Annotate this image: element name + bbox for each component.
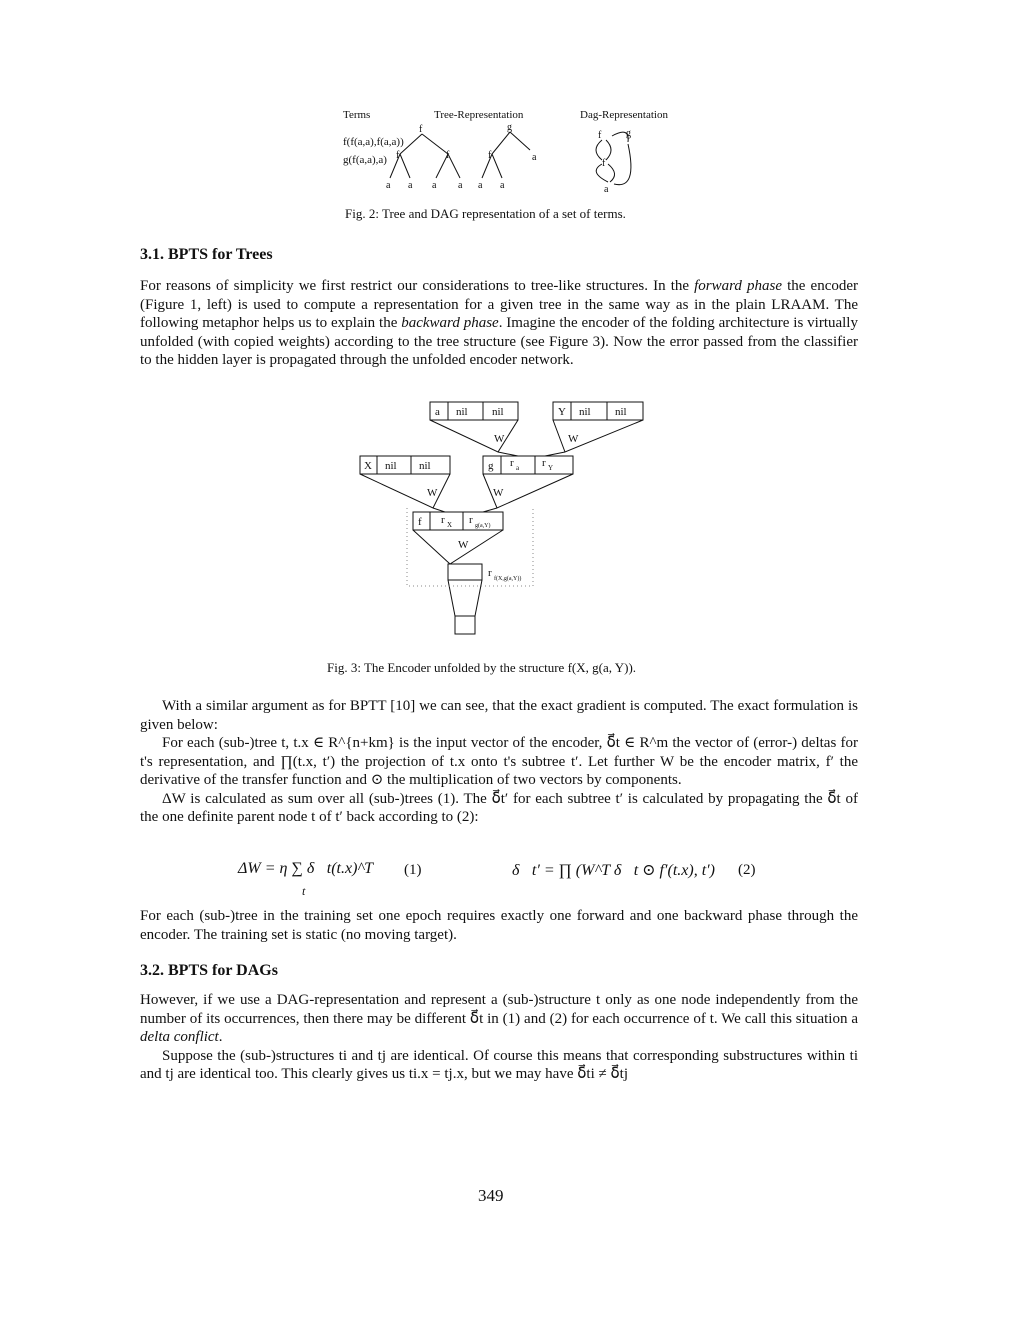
fig2-tree2-root: g [507,122,512,133]
fig3-label-f: f [418,516,422,528]
fig2-tree1-root: f [419,124,423,135]
fig2-term2: g(f(a,a),a) [343,154,387,166]
fig3-label-X: X [364,460,372,472]
fig2-diagram [380,120,700,200]
fig3-label-nil: nil [615,406,627,418]
fig3-sub-X: X [447,521,453,529]
text-run: the encoder (Figure 1, left) is used to compute a representation for a given tree in the same way as in the plain LRAAM. The following metaphor helps us to explain the [140,278,859,331]
fig2-tree1-leaf: a [408,180,413,191]
fig3-label-r: r [469,514,473,526]
equation-1-number: (1) [404,862,422,878]
fig3-diagram [355,396,655,646]
fig2-caption: Fig. 2: Tree and DAG representation of a set of terms. [345,206,626,221]
fig3-label-nil: nil [579,406,591,418]
fig3-label-nil: nil [385,460,397,472]
section-3-1-paragraph [140,277,858,370]
fig2-col-dag: Dag-Representation [580,109,668,121]
fig3-sub-gaY: g(a,Y) [475,523,491,529]
text-run: However, if we use a DAG-representation and represent a (sub-)structure t only as one node independently from the number of its occurrences, then there may be different δ⃗t in (1) and (2) for each occurrence of t. We call this situation a [140,992,858,1027]
fig3-label-r: r [542,457,546,469]
fig2-tree2-right: a [532,152,537,163]
fig3-caption: Fig. 3: The Encoder unfolded by the structure f(X, g(a, Y)). [327,660,637,675]
fig2-dag-f1: f [598,130,602,141]
paragraph: For each (sub-)tree t, t.x ∈ R^{n+km} is the input vector of the encoder, δ⃗t ∈ R^m the vector of (error-) deltas for t's representation, and ∏(t.x, t′) the projection of t.x onto t's subtree t′. Let further W be the encoder matrix, f′ the derivative of the transfer function and ⊙ the multiplication of two vectors by components. [140,735,858,788]
fig3-weight-W: W [427,487,438,499]
equation-1-sum-index: t [302,884,306,898]
fig3-weight-W: W [494,433,505,445]
fig2-dag-f2: f [602,158,606,169]
fig3-label-nil: nil [492,406,504,418]
paragraph: Suppose the (sub-)structures ti and tj are identical. Of course this means that corresponding substructures within ti and tj are identical too. This clearly gives us ti.x = tj.x, but we may have δ⃗ti ≠ δ⃗tj [140,1047,858,1082]
section-3-2-text [140,991,858,1084]
section-3-2-heading: 3.2. BPTS for DAGs [140,962,278,979]
fig2-tree1-left: f [396,150,400,161]
paragraph: For each (sub-)tree in the training set one epoch requires exactly one forward and one backward phase through the encoder. The training set is static (no moving target). [140,908,858,943]
fig3-sub-fXgaY: f(X,g(a,Y)) [494,576,522,582]
term-backward-phase: backward phase [401,315,499,331]
text-run: . Imagine the encoder of the folding architecture is virtually unfolded (with copied weights) according to the tree structure (see Figure 3). Now the error passed from the classifier to the hidden layer is propagated through the unfolded encoder network. [140,315,858,368]
paragraph: With a similar argument as for BPTT [10] we can see, that the exact gradient is computed. The exact formulation is given below: [140,698,858,733]
fig2-tree2-left: f [488,150,492,161]
fig3-label-a: a [435,406,440,418]
fig2-tree1-leaf: a [432,180,437,191]
fig2-tree1-leaf: a [386,180,391,191]
term-forward-phase: forward phase [694,278,783,294]
paragraph-training-set [140,907,858,944]
paragraph: ΔW is calculated as sum over all (sub-)trees (1). The δ⃗t′ for each subtree t′ is calculated by propagating the δ⃗t of the one definite parent node t of t′ back according to (2): [140,790,858,825]
fig3-weight-W: W [493,487,504,499]
fig3-label-r: r [510,457,514,469]
equation-2-number: (2) [738,862,756,878]
term-delta-conflict: delta conflict [140,1029,219,1045]
fig3-label-nil: nil [456,406,468,418]
fig2-col-terms: Terms [343,109,371,121]
body-text-block [140,697,858,827]
fig3-weight-W: W [568,433,579,445]
fig3-sub-a: a [516,464,520,472]
fig3-label-r: r [488,567,492,579]
page-number: 349 [478,1186,504,1205]
fig3-label-r: r [441,514,445,526]
fig2-dag-a: a [604,184,609,195]
fig2-tree2-leaf: a [478,180,483,191]
fig2-tree1-leaf: a [458,180,463,191]
text-run: . [218,1029,223,1045]
fig2-col-tree: Tree-Representation [434,109,524,121]
text-run: For reasons of simplicity we first restrict our considerations to tree-like structures. In the [140,278,695,294]
fig2-tree2-leaf: a [500,180,505,191]
fig2-term1: f(f(a,a),f(a,a)) [343,136,404,148]
equation-1: ΔW = η ∑ δ⃗t(t.x)^T [238,860,374,877]
section-3-1-heading: 3.1. BPTS for Trees [140,246,273,263]
equation-2: δ⃗t′ = ∏ (W^T δ⃗t ⊙ f′(t.x), t′) [512,862,715,879]
fig3-label-g: g [488,460,494,472]
fig3-label-nil: nil [419,460,431,472]
fig3-sub-Y: Y [548,464,554,472]
fig2-dag-g: g [626,128,631,139]
fig3-label-Y: Y [558,406,566,418]
fig3-weight-W: W [458,539,469,551]
fig2-tree1-right: f [446,150,450,161]
